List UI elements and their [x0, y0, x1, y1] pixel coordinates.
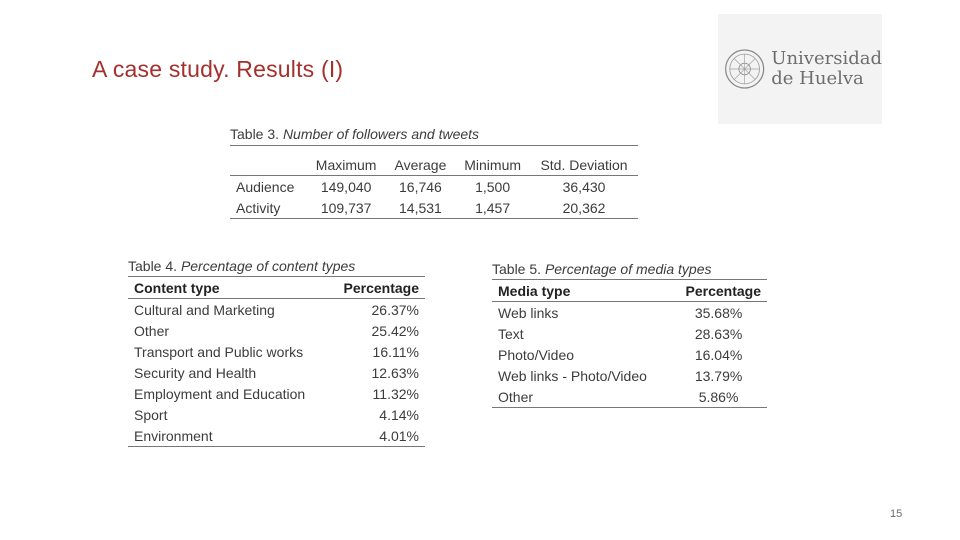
table-cell: Other: [134, 322, 170, 339]
table-cell: Web links: [498, 304, 559, 321]
table-3-header-std-deviation: Std. Deviation: [530, 146, 638, 176]
table-cell: 11.32%: [372, 385, 419, 402]
table-5-header-percentage: Percentage: [670, 280, 767, 302]
table-4-block: [128, 258, 425, 447]
table-row: [128, 404, 425, 425]
table-row: [128, 320, 425, 341]
table-cell: Transport and Public works: [134, 343, 304, 360]
table-cell: Other: [492, 386, 670, 408]
table-cell: Web links - Photo/Video: [498, 367, 647, 384]
table-cell: Photo/Video: [498, 346, 575, 363]
table-cell: Employment and Education: [134, 385, 306, 402]
table-row: [128, 425, 425, 447]
slide-title: A case study. Results (I): [92, 56, 344, 82]
table-cell: 12.63%: [371, 364, 419, 381]
table-3-header-0: [230, 146, 307, 176]
logo-text: [771, 49, 882, 89]
table-cell: 36,430: [562, 178, 606, 195]
table-5-header-media-type: Media type: [492, 280, 670, 302]
table-5-label: Table 5.: [492, 261, 542, 277]
logo-line-1: Universidad: [771, 48, 882, 69]
table-row: [492, 302, 767, 324]
table-cell: Activity: [230, 197, 307, 219]
table-cell: Sport: [134, 406, 168, 423]
university-seal-icon: [724, 44, 765, 94]
table-5-block: [492, 261, 767, 408]
table-cell: 149,040: [320, 178, 372, 195]
followers-tweets-table: [230, 145, 638, 219]
table-row: [492, 344, 767, 365]
table-cell: Security and Health: [134, 364, 257, 381]
table-row: [492, 365, 767, 386]
table-3-header-minimum: Minimum: [455, 146, 530, 176]
table-4-header-content-type: Content type: [128, 277, 329, 299]
table-4-title: Percentage of content types: [180, 258, 356, 274]
table-cell: 14,531: [386, 197, 456, 219]
table-cell: Environment: [128, 425, 329, 447]
table-cell: 4.14%: [379, 406, 419, 423]
media-types-table: [492, 279, 767, 408]
university-logo: [718, 14, 882, 124]
table-row: [230, 197, 638, 219]
table-cell: Audience: [236, 178, 295, 195]
table-cell: Text: [498, 325, 524, 342]
table-5-caption: [492, 261, 767, 277]
table-cell: 26.37%: [371, 301, 419, 318]
table-cell: 16.04%: [694, 346, 743, 363]
table-4-label: Table 4.: [128, 258, 178, 274]
table-row: [230, 176, 638, 198]
table-cell: 16.11%: [372, 343, 419, 360]
table-row: [128, 362, 425, 383]
table-3-caption: [230, 126, 638, 142]
table-row: [128, 383, 425, 404]
table-cell: 4.01%: [329, 425, 425, 447]
table-4-caption: [128, 258, 425, 274]
table-cell: Cultural and Marketing: [134, 301, 275, 318]
table-cell: 20,362: [530, 197, 638, 219]
table-cell: 5.86%: [670, 386, 767, 408]
table-3-header-average: Average: [386, 146, 456, 176]
table-cell: 1,457: [455, 197, 530, 219]
table-row: [128, 299, 425, 321]
logo-line-2: de Huelva: [771, 68, 864, 89]
table-3-label: Table 3.: [230, 126, 280, 142]
table-cell: 1,500: [475, 178, 511, 195]
table-3-block: [230, 126, 638, 219]
table-4-header-percentage: Percentage: [329, 277, 425, 299]
table-cell: 13.79%: [694, 367, 743, 384]
table-cell: 35.68%: [694, 304, 743, 321]
table-cell: 16,746: [399, 178, 442, 195]
table-cell: 109,737: [307, 197, 386, 219]
content-types-table: [128, 276, 425, 447]
table-cell: 28.63%: [694, 325, 743, 342]
table-3-title: Number of followers and tweets: [282, 126, 480, 142]
page-number: 15: [890, 508, 903, 520]
table-3-header-maximum: Maximum: [307, 146, 386, 176]
table-row: [128, 341, 425, 362]
table-row: [492, 386, 767, 408]
table-cell: 25.42%: [371, 322, 419, 339]
table-5-title: Percentage of media types: [544, 261, 712, 277]
table-row: [492, 323, 767, 344]
